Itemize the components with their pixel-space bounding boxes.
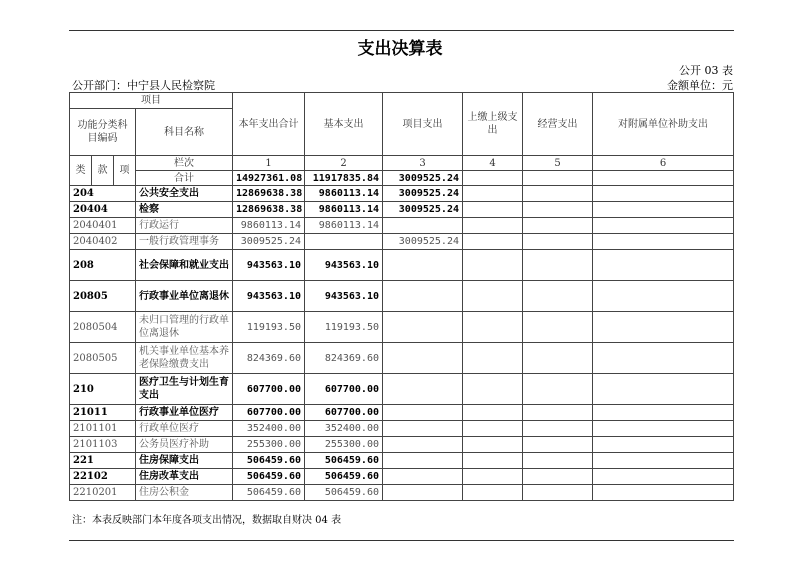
empty-cell <box>593 312 734 343</box>
amount-cell: 506459.60 <box>305 453 383 469</box>
table-row <box>70 250 734 281</box>
total-value: 3009525.24 <box>383 171 463 186</box>
table-row <box>70 453 734 469</box>
empty-cell <box>593 281 734 312</box>
empty-cell <box>593 405 734 421</box>
empty-cell <box>523 281 593 312</box>
header-lei: 类 <box>70 156 92 186</box>
empty-cell <box>523 186 593 202</box>
top-rule <box>69 30 734 31</box>
empty-cell <box>523 437 593 453</box>
amount-cell: 607700.00 <box>305 405 383 421</box>
empty-cell <box>463 202 523 218</box>
amount-cell: 506459.60 <box>233 469 305 485</box>
amount-cell: 506459.60 <box>233 485 305 501</box>
empty-cell <box>463 469 523 485</box>
empty-cell <box>593 186 734 202</box>
table-row <box>70 281 734 312</box>
amount-cell <box>383 250 463 281</box>
subject-code: 221 <box>70 453 136 469</box>
amount-cell <box>305 234 383 250</box>
empty-cell <box>463 405 523 421</box>
subject-name: 住房改革支出 <box>136 469 233 485</box>
amount-cell: 506459.60 <box>233 453 305 469</box>
header-lanci: 栏次 <box>136 156 233 171</box>
empty-cell <box>523 234 593 250</box>
header-col: 项目支出 <box>383 93 463 156</box>
empty-cell <box>593 437 734 453</box>
total-value <box>593 171 734 186</box>
subject-code: 2040401 <box>70 218 136 234</box>
subject-code: 2101101 <box>70 421 136 437</box>
subject-name: 检察 <box>136 202 233 218</box>
amount-cell: 255300.00 <box>305 437 383 453</box>
header-kuan: 款 <box>92 156 114 186</box>
subject-code: 2210201 <box>70 485 136 501</box>
amount-cell: 352400.00 <box>233 421 305 437</box>
amount-cell: 3009525.24 <box>383 234 463 250</box>
total-value: 14927361.08 <box>233 171 305 186</box>
amount-cell <box>383 485 463 501</box>
bottom-rule <box>69 540 734 541</box>
table-row <box>70 469 734 485</box>
amount-cell: 3009525.24 <box>383 186 463 202</box>
subject-name: 行政事业单位医疗 <box>136 405 233 421</box>
empty-cell <box>593 421 734 437</box>
table-row <box>70 234 734 250</box>
subject-code: 210 <box>70 374 136 405</box>
amount-cell: 506459.60 <box>305 485 383 501</box>
empty-cell <box>593 234 734 250</box>
subject-name: 公共安全支出 <box>136 186 233 202</box>
unit-label: 金额单位：元 <box>667 79 733 92</box>
empty-cell <box>463 186 523 202</box>
amount-cell: 352400.00 <box>305 421 383 437</box>
table-row <box>70 186 734 202</box>
table-row <box>70 437 734 453</box>
empty-cell <box>463 234 523 250</box>
empty-cell <box>463 374 523 405</box>
empty-cell <box>523 202 593 218</box>
table-row <box>70 421 734 437</box>
empty-cell <box>463 281 523 312</box>
empty-cell <box>523 374 593 405</box>
amount-cell: 9860113.14 <box>305 186 383 202</box>
total-value <box>523 171 593 186</box>
col-number: 4 <box>463 156 523 171</box>
amount-cell: 9860113.14 <box>233 218 305 234</box>
subject-name: 一般行政管理事务 <box>136 234 233 250</box>
subject-code: 20805 <box>70 281 136 312</box>
amount-cell <box>383 469 463 485</box>
amount-cell <box>383 218 463 234</box>
amount-cell: 607700.00 <box>233 405 305 421</box>
table-row <box>70 312 734 343</box>
department-label: 公开部门：中宁县人民检察院 <box>72 79 215 92</box>
empty-cell <box>463 343 523 374</box>
col-number: 5 <box>523 156 593 171</box>
subject-name: 住房公积金 <box>136 485 233 501</box>
amount-cell <box>383 453 463 469</box>
subject-name: 行政运行 <box>136 218 233 234</box>
subject-code: 22102 <box>70 469 136 485</box>
amount-cell: 943563.10 <box>305 281 383 312</box>
amount-cell: 943563.10 <box>233 250 305 281</box>
header-col: 本年支出合计 <box>233 93 305 156</box>
subject-code: 204 <box>70 186 136 202</box>
header-item: 项目 <box>70 93 233 109</box>
header-col: 上缴上级支出 <box>463 93 523 156</box>
subject-name: 行政单位医疗 <box>136 421 233 437</box>
subject-name: 机关事业单位基本养老保险缴费支出 <box>136 343 233 374</box>
subject-name: 社会保障和就业支出 <box>136 250 233 281</box>
table-row <box>70 405 734 421</box>
empty-cell <box>463 250 523 281</box>
subject-code: 208 <box>70 250 136 281</box>
amount-cell: 506459.60 <box>305 469 383 485</box>
table-row <box>70 343 734 374</box>
table-number: 公开 03 表 <box>679 64 733 77</box>
empty-cell <box>593 250 734 281</box>
expenditure-table <box>69 92 734 501</box>
header-col: 对附属单位补助支出 <box>593 93 734 156</box>
table-row <box>70 218 734 234</box>
amount-cell: 12869638.38 <box>233 186 305 202</box>
subject-code: 2080504 <box>70 312 136 343</box>
subject-name: 住房保障支出 <box>136 453 233 469</box>
table-row <box>70 202 734 218</box>
header-xiang: 项 <box>114 156 136 186</box>
header-col: 经营支出 <box>523 93 593 156</box>
header-code: 功能分类科目编码 <box>70 109 136 156</box>
amount-cell: 824369.60 <box>233 343 305 374</box>
empty-cell <box>523 485 593 501</box>
amount-cell: 119193.50 <box>305 312 383 343</box>
empty-cell <box>463 421 523 437</box>
empty-cell <box>463 453 523 469</box>
empty-cell <box>593 202 734 218</box>
subject-code: 2080505 <box>70 343 136 374</box>
amount-cell: 3009525.24 <box>233 234 305 250</box>
empty-cell <box>593 374 734 405</box>
empty-cell <box>593 343 734 374</box>
amount-cell: 9860113.14 <box>305 218 383 234</box>
amount-cell: 607700.00 <box>233 374 305 405</box>
amount-cell: 943563.10 <box>305 250 383 281</box>
total-value: 11917835.84 <box>305 171 383 186</box>
amount-cell <box>383 405 463 421</box>
empty-cell <box>523 421 593 437</box>
subject-code: 2101103 <box>70 437 136 453</box>
empty-cell <box>593 218 734 234</box>
amount-cell <box>383 343 463 374</box>
col-number: 1 <box>233 156 305 171</box>
amount-cell <box>383 374 463 405</box>
amount-cell: 12869638.38 <box>233 202 305 218</box>
empty-cell <box>463 437 523 453</box>
empty-cell <box>523 469 593 485</box>
amount-cell: 255300.00 <box>233 437 305 453</box>
subject-code: 2040402 <box>70 234 136 250</box>
empty-cell <box>523 218 593 234</box>
page-title: 支出决算表 <box>357 39 443 59</box>
subject-name: 医疗卫生与计划生育支出 <box>136 374 233 405</box>
col-number: 6 <box>593 156 734 171</box>
empty-cell <box>463 485 523 501</box>
amount-cell: 119193.50 <box>233 312 305 343</box>
col-number: 2 <box>305 156 383 171</box>
amount-cell <box>383 421 463 437</box>
empty-cell <box>523 453 593 469</box>
footnote: 注：本表反映部门本年度各项支出情况，数据取自财决 04 表 <box>72 515 342 526</box>
subject-name: 未归口管理的行政单位离退休 <box>136 312 233 343</box>
empty-cell <box>523 312 593 343</box>
total-value <box>463 171 523 186</box>
empty-cell <box>463 312 523 343</box>
table-row <box>70 485 734 501</box>
empty-cell <box>523 405 593 421</box>
subject-name: 公务员医疗补助 <box>136 437 233 453</box>
empty-cell <box>523 250 593 281</box>
amount-cell: 824369.60 <box>305 343 383 374</box>
subject-name: 行政事业单位离退休 <box>136 281 233 312</box>
amount-cell: 943563.10 <box>233 281 305 312</box>
amount-cell <box>383 312 463 343</box>
amount-cell: 607700.00 <box>305 374 383 405</box>
empty-cell <box>593 453 734 469</box>
col-number: 3 <box>383 156 463 171</box>
amount-cell <box>383 281 463 312</box>
empty-cell <box>463 218 523 234</box>
subject-code: 21011 <box>70 405 136 421</box>
header-name: 科目名称 <box>136 109 233 156</box>
table-row <box>70 374 734 405</box>
subject-code: 20404 <box>70 202 136 218</box>
empty-cell <box>523 343 593 374</box>
amount-cell <box>383 437 463 453</box>
amount-cell: 3009525.24 <box>383 202 463 218</box>
header-col: 基本支出 <box>305 93 383 156</box>
amount-cell: 9860113.14 <box>305 202 383 218</box>
empty-cell <box>593 485 734 501</box>
total-label: 合计 <box>136 171 233 186</box>
empty-cell <box>593 469 734 485</box>
